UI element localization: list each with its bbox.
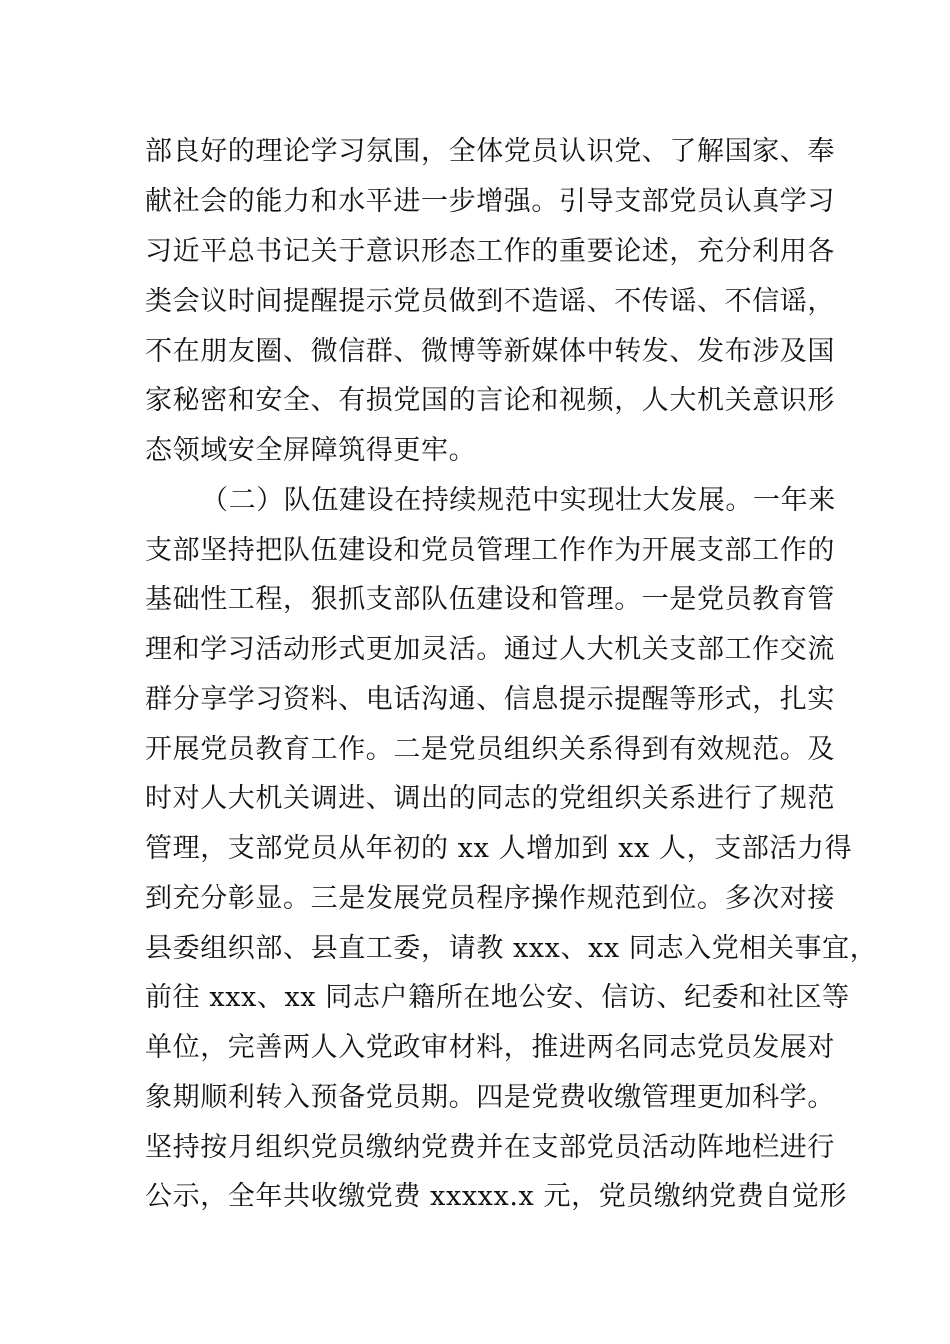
- text-line: 管理，支部党员从年初的 xx 人增加到 xx 人，支部活力得: [145, 833, 853, 864]
- text-line: 部良好的理论学习氛围，全体党员认识党、了解国家、奉: [145, 136, 835, 167]
- text-line: 时对人大机关调进、调出的同志的党组织关系进行了规范: [145, 783, 835, 814]
- text-line: 支部坚持把队伍建设和党员管理工作作为开展支部工作的: [145, 535, 835, 566]
- text-line: 坚持按月组织党员缴纳党费并在支部党员活动阵地栏进行: [145, 1132, 835, 1163]
- text-line: 县委组织部、县直工委，请教 xxx、xx 同志入党相关事宜，: [145, 933, 878, 964]
- text-line: 献社会的能力和水平进一步增强。引导支部党员认真学习: [145, 186, 835, 217]
- text-line: 单位，完善两人入党政审材料，推进两名同志党员发展对: [145, 1032, 835, 1063]
- text-line: 不在朋友圈、微信群、微博等新媒体中转发、发布涉及国: [145, 336, 835, 367]
- text-line: 到充分彰显。三是发展党员程序操作规范到位。多次对接: [145, 883, 835, 914]
- text-line: 基础性工程，狠抓支部队伍建设和管理。一是党员教育管: [145, 584, 835, 615]
- text-line: 公示，全年共收缴党费 xxxxx.x 元，党员缴纳党费自觉形: [145, 1181, 848, 1212]
- text-line: 群分享学习资料、电话沟通、信息提示提醒等形式，扎实: [145, 684, 835, 715]
- text-line: 开展党员教育工作。二是党员组织关系得到有效规范。及: [145, 734, 835, 765]
- text-line: 类会议时间提醒提示党员做到不造谣、不传谣、不信谣，: [145, 286, 835, 317]
- text-line: 态领域安全屏障筑得更牢。: [145, 435, 477, 466]
- text-line: 象期顺利转入预备党员期。四是党费收缴管理更加科学。: [145, 1082, 835, 1113]
- paragraph-heading-line: （二）队伍建设在持续规范中实现壮大发展。一年来: [201, 485, 836, 516]
- text-line: 家秘密和安全、有损党国的言论和视频，人大机关意识形: [145, 385, 835, 416]
- text-line: 前往 xxx、xx 同志户籍所在地公安、信访、纪委和社区等: [145, 982, 850, 1013]
- text-line: 理和学习活动形式更加灵活。通过人大机关支部工作交流: [145, 634, 835, 665]
- text-line: 习近平总书记关于意识形态工作的重要论述，充分利用各: [145, 236, 835, 267]
